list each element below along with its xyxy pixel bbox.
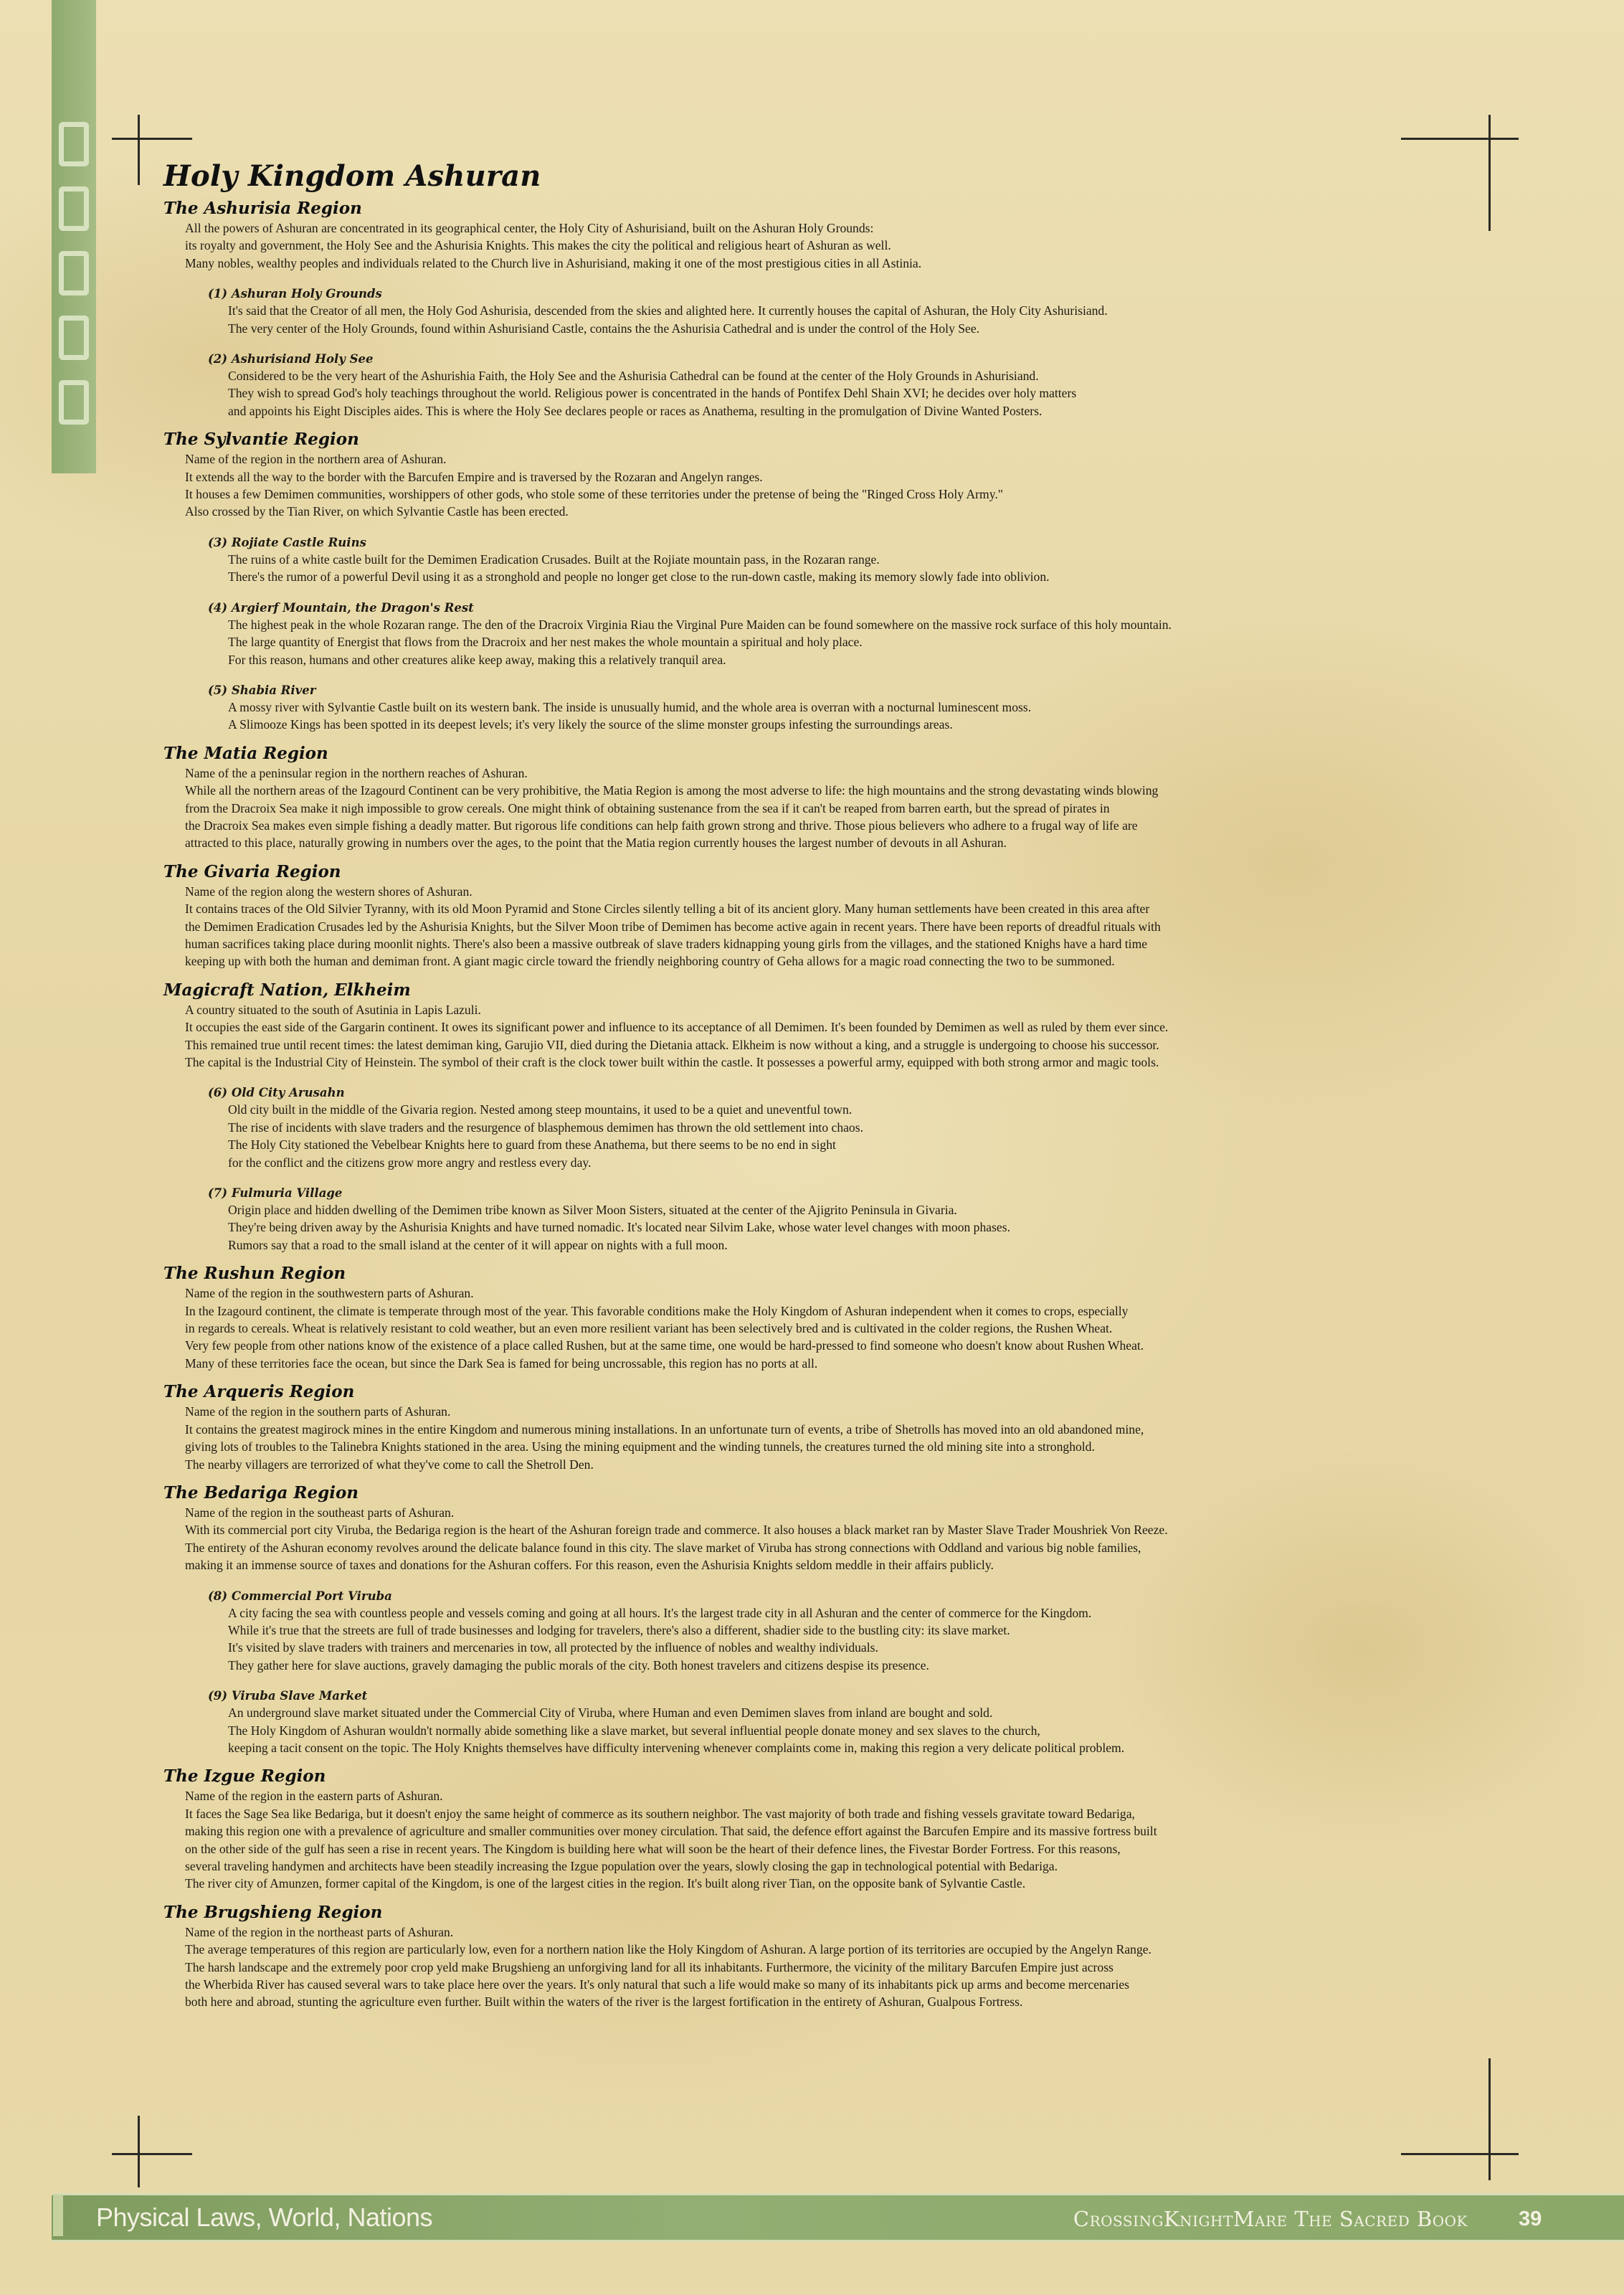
text-line: The highest peak in the whole Rozaran range. The den of the Dracroix Virginia Riau the Virginal Pure Maiden can be found somewhere on the massive rock surface of this holy mountain. (228, 617, 1172, 632)
text-line: several traveling handymen and architects have been steadily increasing the Izgue population over the years, slowly closing the gap in technological potential with Bedariga. (185, 1859, 1058, 1873)
region-section (162, 1264, 1474, 1372)
text-line: While it's true that the streets are full of trade businesses and lodging for travelers, there's also a different, shadier side to the bustling city: its slave market. (228, 1622, 1010, 1637)
region-description (185, 219, 1474, 272)
text-line: The river city of Amunzen, former capital of the Kingdom, is one of the largest cities in the region. It's built along river Tian, on the opposite bank of Sylvantie Castle. (185, 1876, 1026, 1891)
text-line: the Wherbida River has caused several wars to take place here over the years. It's only natural that such a life would make so many of its inhabitants pick up arms and become mercenaries (185, 1977, 1130, 1992)
text-line: The harsh landscape and the extremely poor crop yeld make Brugshieng an unforgiving land for all its inhabitants. Furthermore, the vicinity of the military Barcufen Empire just across (185, 1959, 1113, 1974)
region-section (162, 744, 1474, 852)
location-title: (5) Shabia River (208, 683, 316, 697)
text-line: Name of the region in the southeast parts of Ashuran. (185, 1505, 455, 1520)
location-description (228, 367, 1474, 420)
text-line: The Holy City stationed the Vebelbear Knights here to guard from these Anathema, but there seems to be no end in sight (228, 1137, 836, 1153)
location-title: (7) Fulmuria Village (208, 1186, 343, 1201)
region-description (185, 765, 1474, 852)
text-line: keeping a tacit consent on the topic. The Holy Knights themselves have difficulty intervening whenever complaints come in, making this region a very delicate political problem. (228, 1740, 1125, 1755)
region-description (185, 1001, 1474, 1071)
text-line: Many of these territories face the ocean, but since the Dark Sea is famed for being uncrossable, this region has no ports at all. (185, 1355, 818, 1371)
text-line: They wish to spread God's holy teachings throughout the world. Religious power is concentrated in the hands of Pontifex Dehl Shain XVI; he decides over holy matters (228, 386, 1077, 401)
text-line: With its commercial port city Viruba, the Bedariga region is the heart of the Ashuran foreign trade and commerce. It also houses a black market ran by Master Slave Trader Moushriek Von Reeze. (185, 1523, 1168, 1538)
location-entry (206, 1589, 1474, 1675)
text-line: In the Izagourd continent, the climate is temperate through most of the year. This favorable conditions make the Holy Kingdom of Ashuran independent when it comes to crops, especially (185, 1303, 1129, 1318)
text-line: It houses a few Demimen communities, worshippers of other gods, who stole some of these territories under the pretense of being the "Ringed Cross Holy Army." (185, 487, 1003, 502)
text-line: It extends all the way to the border with the Barcufen Empire and is traversed by the Rozaran and Angelyn ranges. (185, 469, 763, 484)
footer-section-title: Physical Laws, World, Nations (96, 2202, 433, 2232)
region-title: Magicraft Nation, Elkheim (163, 980, 411, 1000)
region-title: The Rushun Region (163, 1264, 346, 1284)
text-line: They gather here for slave auctions, gravely damaging the public morals of the city. Both honest travelers and citizens despise its presence. (228, 1657, 929, 1672)
location-title: (9) Viruba Slave Market (208, 1689, 368, 1703)
text-line: and appoints his Eight Disciples aides. This is where the Holy See declares people or races as Anathema, resulting in the promulgation of Divine Wanted Posters. (228, 403, 1043, 418)
text-line: Name of the region in the eastern parts of Ashuran. (185, 1789, 443, 1804)
footer-stub (53, 2195, 63, 2236)
text-line: The Holy Kingdom of Ashuran wouldn't normally abide something like a slave market, but several influential people donate money and sex slaves to the church, (228, 1723, 1040, 1738)
location-entry (206, 600, 1474, 668)
text-line: For this reason, humans and other creatures alike keep away, making this a relatively tranquil area. (228, 652, 726, 667)
location-title: (8) Commercial Port Viruba (208, 1589, 392, 1603)
location-entry (206, 1085, 1474, 1171)
region-description (185, 1284, 1474, 1372)
text-line: keeping up with both the human and demiman front. A giant magic circle toward the friendly neighboring country of Geha allows for a magic road connecting the two to be summoned. (185, 954, 1115, 969)
text-line: its royalty and government, the Holy See and the Ashurisia Knights. This makes the city the political and religious heart of Ashuran as well. (185, 238, 891, 253)
text-line: Origin place and hidden dwelling of the Demimen tribe known as Silver Moon Sisters, situated at the center of the Ajigrito Peninsula in Givaria. (228, 1203, 957, 1218)
text-line: Rumors say that a road to the small island at the center of it will appear on nights with a full moon. (228, 1237, 728, 1252)
text-line: The nearby villagers are terrorized of what they've come to call the Shetroll Den. (185, 1457, 594, 1472)
text-line: A mossy river with Sylvantie Castle built on its western bank. The inside is unusually humid, and the whole area is overran with a nocturnal luminescent moss. (228, 699, 1032, 714)
location-entry (206, 683, 1474, 734)
text-line: This remained true until recent times: the latest demiman king, Garujio VII, died during the Dietania attack. Elkheim is now without a king, and a struggle is undergoing to choose his successor. (185, 1037, 1159, 1052)
page-number: 39 (1519, 2208, 1542, 2230)
band-glyph (59, 186, 89, 231)
text-line: The very center of the Holy Grounds, found within Ashurisiand Castle, contains the the Ashurisia Cathedral and is under the control of the Holy See. (228, 321, 980, 336)
text-line: The ruins of a white castle built for the Demimen Eradication Crusades. Built at the Rojiate mountain pass, in the Rozaran range. (228, 552, 880, 567)
text-line: on the other side of the gulf has seen a rise in recent years. The Kingdom is building here what will soon be the heart of their defence lines, the Fivestar Border Fortress. For this reasons, (185, 1841, 1121, 1856)
region-description (185, 450, 1474, 521)
text-line: attracted to this place, naturally growing in numbers over the ages, to the point that the Matia region currently houses the largest number of devouts in all Ashuran. (185, 836, 1007, 851)
region-section (162, 980, 1474, 1254)
text-line: making it an immense source of taxes and donations for the Ashuran coffers. For this reason, even the Ashurisia Knights seldom meddle in their affairs publicly. (185, 1558, 994, 1573)
text-line: The rise of incidents with slave traders and the resurgence of blasphemous demimen has thrown the old settlement into chaos. (228, 1120, 863, 1135)
text-line: While all the northern areas of the Izagourd Continent can be very prohibitive, the Matia Region is among the most adverse to life: the high mountains and the strong devastating winds blowing (185, 783, 1159, 798)
text-line: A country situated to the south of Asutinia in Lapis Lazuli. (185, 1002, 481, 1017)
text-line: A Slimooze Kings has been spotted in its deepest levels; it's very likely the source of the slime monster groups infesting the surroundings areas. (228, 717, 953, 732)
region-title: The Arqueris Region (163, 1382, 355, 1402)
region-section (162, 1483, 1474, 1756)
location-entry (206, 351, 1474, 420)
region-description (185, 1403, 1474, 1473)
text-line: It occupies the east side of the Gargarin continent. It owes its significant power and influence to its acceptance of all Demimen. It's been founded by Demimen as well as ruled by them ever since. (185, 1020, 1169, 1035)
text-line: It contains traces of the Old Silvier Tyranny, with its old Moon Pyramid and Stone Circles silently telling a bit of its ancient glory. Many human settlements have been created in this area after (185, 902, 1150, 917)
text-line: It faces the Sage Sea like Bedariga, but it doesn't enjoy the same height of commerce as its southern neighbor. The vast majority of both trade and fishing vessels gravitate toward Bedariga, (185, 1806, 1135, 1821)
location-description (228, 302, 1474, 337)
region-title: The Ashurisia Region (163, 199, 362, 218)
text-line: Name of the a peninsular region in the northern reaches of Ashuran. (185, 765, 528, 780)
location-entry (206, 1688, 1474, 1756)
text-line: All the powers of Ashuran are concentrated in its geographical center, the Holy City of Ashurisiand, built on the Ashuran Holy Grounds: (185, 221, 874, 235)
text-line: the Dracroix Sea makes even simple fishing a deadly matter. But rigorous life conditions can help faith grown strong and thrive. Those pious believers who adhere to a frugal way of life are (185, 818, 1138, 833)
location-description (228, 551, 1474, 586)
text-line: giving lots of troubles to the Talinebra Knights stationed in the area. Using the mining equipment and the winding tunnels, the creatures turned the old mining site into a stronghold. (185, 1439, 1095, 1454)
band-glyph (59, 380, 89, 425)
location-title: (3) Rojiate Castle Ruins (208, 535, 366, 549)
text-line: Name of the region in the northern area of Ashuran. (185, 452, 447, 467)
region-description (185, 1923, 1474, 2011)
region-section (162, 1382, 1474, 1473)
band-glyph (59, 122, 89, 166)
text-line: There's the rumor of a powerful Devil using it as a stronghold and people no longer get close to the run-down castle, making its memory slowly fade into oblivion. (228, 569, 1050, 585)
region-title: The Sylvantie Region (163, 430, 359, 450)
page-content (162, 159, 1474, 2021)
text-line: for the conflict and the citizens grow more angry and restless every day. (228, 1155, 592, 1170)
region-description (185, 1787, 1474, 1892)
region-section (162, 1903, 1474, 2011)
location-description (228, 616, 1474, 668)
location-entry (206, 286, 1474, 337)
text-line: Name of the region in the northeast parts of Ashuran. (185, 1924, 454, 1939)
text-line: from the Dracroix Sea make it nigh impossible to grow cereals. One might think of obtaining sustenance from the sea if it can't be reaped from barren earth, but the spread of pirates in (185, 800, 1110, 815)
region-title: The Matia Region (163, 743, 328, 763)
text-line: Very few people from other nations know of the existence of a place called Rushen, but at the same time, one would be hard-pressed to find someone who doesn't know about Rushen Wheat. (185, 1338, 1144, 1353)
text-line: human sacrifices taking place during moonlit nights. There's also been a massive outbreak of slave traders kidnapping young girls from the villages, and the stationed Knighs have a hard time (185, 936, 1148, 951)
text-line: Also crossed by the Tian River, on which Sylvantie Castle has been erected. (185, 504, 569, 519)
text-line: both here and abroad, stunting the agriculture even further. Built within the waters of the river is the largest fortification in the entirety of Ashuran, Gualpous Fortress. (185, 1994, 1023, 2010)
location-description (228, 1704, 1474, 1756)
text-line: They're being driven away by the Ashurisia Knights and have turned nomadic. It's located near Silvim Lake, whose water level changes with moon phases. (228, 1220, 1010, 1235)
region-section (162, 430, 1474, 733)
region-description (185, 1504, 1474, 1574)
text-line: Name of the region along the western shores of Ashuran. (185, 884, 473, 899)
text-line: Many nobles, wealthy peoples and individuals related to the Church live in Ashurisiand, making it one of the most prestigious cities in all Astinia. (185, 255, 922, 270)
text-line: An underground slave market situated under the Commercial City of Viruba, where Human and even Demimen slaves from inland are bought and sold. (228, 1705, 993, 1721)
location-description (228, 1604, 1474, 1675)
text-line: The entirety of the Ashuran economy revolves around the delicate balance found in this city. The slave market of Viruba has strong connections with Oddland and various big noble families, (185, 1540, 1141, 1555)
text-line: making this region one with a prevalence of agriculture and smaller communities over money circulation. That said, the defence effort against the Barcufen Empire and its massive fortress built (185, 1824, 1157, 1839)
region-title: The Brugshieng Region (163, 1902, 383, 1922)
location-entry (206, 535, 1474, 586)
location-title: (2) Ashurisiand Holy See (208, 352, 374, 366)
text-line: A city facing the sea with countless people and vessels coming and going at all hours. It's the largest trade city in all Ashuran and the center of commerce for the Kingdom. (228, 1605, 1092, 1620)
text-line: Name of the region in the southwestern parts of Ashuran. (185, 1286, 474, 1301)
text-line: Old city built in the middle of the Givaria region. Nested among steep mountains, it used to be a quiet and uneventful town. (228, 1102, 853, 1117)
region-list (162, 199, 1474, 2011)
location-entry (206, 1186, 1474, 1254)
text-line: It's visited by slave traders with trainers and mercenaries in tow, all protected by the influence of nobles and wealthy individuals. (228, 1640, 878, 1655)
text-line: It contains the greatest magirock mines in the entire Kingdom and numerous mining installations. In an unfortunate turn of events, a tribe of Shetrolls has moved into an old abandoned mine, (185, 1421, 1144, 1437)
text-line: the Demimen Eradication Crusades led by the Ashurisia Knights, but the Silver Moon tribe of Demimen has become active again in recent years. There have been reports of dreadful rituals with (185, 919, 1161, 934)
text-line: It's said that the Creator of all men, the Holy God Ashurisia, descended from the skies and alighted here. It currently houses the capital of Ashuran, the Holy City Ashurisiand. (228, 303, 1108, 318)
text-line: Name of the region in the southern parts of Ashuran. (185, 1404, 451, 1419)
footer-book-title: CrossingKnightMare The Sacred Book (1073, 2207, 1468, 2231)
region-section (162, 199, 1474, 420)
region-section (162, 1766, 1474, 1892)
location-description (228, 1201, 1474, 1254)
page-title: Holy Kingdom Ashuran (163, 159, 541, 193)
region-title: The Givaria Region (163, 861, 341, 881)
region-section (162, 862, 1474, 970)
location-title: (4) Argierf Mountain, the Dragon's Rest (208, 600, 474, 615)
text-line: The capital is the Industrial City of Heinstein. The symbol of their craft is the clock tower built within the castle. It possesses a powerful army, equipped with both strong armor and magic tools. (185, 1055, 1159, 1069)
text-line: The average temperatures of this region are particularly low, even for a northern nation like the Holy Kingdom of Ashuran. A large portion of its territories are occupied by the Angelyn Range. (185, 1942, 1151, 1957)
band-glyph (59, 316, 89, 360)
location-title: (1) Ashuran Holy Grounds (208, 287, 382, 301)
location-description (228, 1101, 1474, 1171)
band-glyph (59, 251, 89, 295)
text-line: Considered to be the very heart of the Ashurishia Faith, the Holy See and the Ashurisia Cathedral can be found at the center of the Holy Grounds in Ashurisiand. (228, 369, 1039, 384)
region-title: The Izgue Region (163, 1766, 326, 1787)
region-title: The Bedariga Region (163, 1482, 359, 1503)
footer-band (52, 2193, 1624, 2242)
location-title: (6) Old City Arusahn (208, 1086, 345, 1100)
text-line: in regards to cereals. Wheat is relatively resistant to cold weather, but an even more resilient variant has been selectively bred and is cultivated in the colder regions, the Rushen Wheat. (185, 1321, 1113, 1336)
location-description (228, 699, 1474, 734)
region-description (185, 883, 1474, 970)
side-decorative-band (52, 0, 96, 473)
text-line: The large quantity of Energist that flows from the Dracroix and her nest makes the whole mountain a spiritual and holy place. (228, 635, 863, 650)
